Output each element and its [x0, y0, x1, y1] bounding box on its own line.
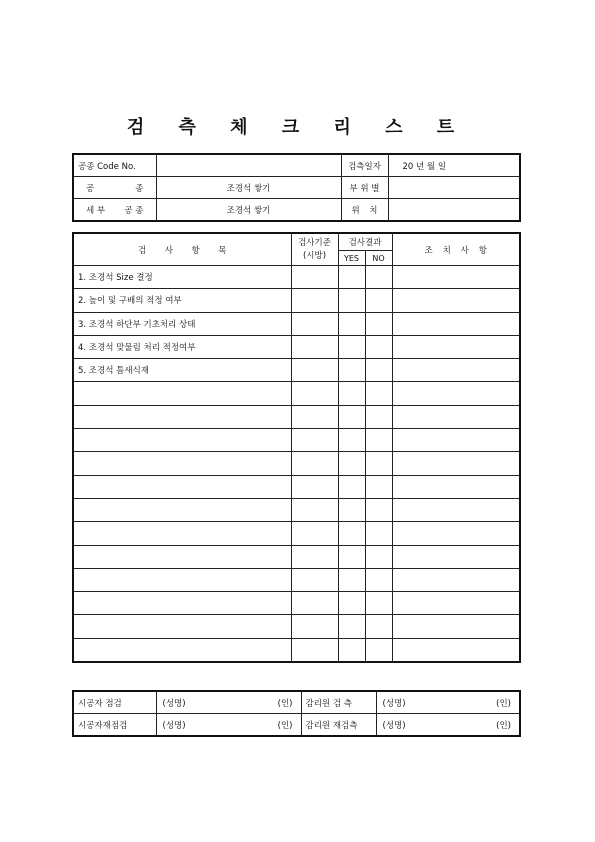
standard-cell[interactable] — [291, 615, 338, 638]
standard-cell[interactable] — [291, 335, 338, 358]
checklist-row — [73, 429, 520, 452]
checklist-row — [73, 405, 520, 428]
checklist-item — [73, 568, 291, 591]
part-value[interactable] — [388, 177, 520, 199]
checklist-row — [73, 498, 520, 521]
info-row-code — [73, 154, 520, 177]
yes-cell[interactable] — [338, 335, 365, 358]
code-label: 공종 Code No. — [73, 154, 156, 177]
standard-cell[interactable] — [291, 359, 338, 382]
checklist-item — [73, 545, 291, 568]
checklist-row — [73, 592, 520, 615]
no-cell[interactable] — [365, 522, 392, 545]
action-cell[interactable] — [392, 312, 520, 335]
yes-cell[interactable] — [338, 429, 365, 452]
contractor-material-check-signature[interactable]: (성명) (인) — [156, 714, 301, 737]
supervisor-inspect-label: 감리원 검 측 — [301, 691, 376, 714]
action-cell[interactable] — [392, 382, 520, 405]
action-cell[interactable] — [392, 568, 520, 591]
standard-cell[interactable] — [291, 638, 338, 662]
header-standard: 검사기준 (시방) — [291, 233, 338, 266]
info-row-detail-type — [73, 199, 520, 222]
part-label: 부 위 별 — [341, 177, 388, 199]
signature-row — [73, 691, 520, 714]
no-cell[interactable] — [365, 638, 392, 662]
yes-cell[interactable] — [338, 638, 365, 662]
code-value[interactable] — [156, 154, 341, 177]
location-value[interactable] — [388, 199, 520, 222]
checklist-item — [73, 592, 291, 615]
checklist-item: 2. 높이 및 구배의 적정 여부 — [73, 289, 291, 312]
yes-cell[interactable] — [338, 568, 365, 591]
checklist-item — [73, 522, 291, 545]
yes-cell[interactable] — [338, 498, 365, 521]
standard-cell[interactable] — [291, 266, 338, 289]
header-no: NO — [365, 251, 392, 266]
checklist-row — [73, 522, 520, 545]
no-cell[interactable] — [365, 405, 392, 428]
action-cell[interactable] — [392, 405, 520, 428]
checklist-item — [73, 452, 291, 475]
no-cell[interactable] — [365, 382, 392, 405]
no-cell[interactable] — [365, 498, 392, 521]
no-cell[interactable] — [365, 429, 392, 452]
no-cell[interactable] — [365, 266, 392, 289]
checklist-item — [73, 615, 291, 638]
action-cell[interactable] — [392, 592, 520, 615]
yes-cell[interactable] — [338, 312, 365, 335]
action-cell[interactable] — [392, 638, 520, 662]
detail-type-label: 세 부 공 종 — [73, 199, 156, 222]
action-cell[interactable] — [392, 498, 520, 521]
work-type-value[interactable]: 조경석 쌓기 — [156, 177, 341, 199]
supervisor-reinspect-signature[interactable]: (성명) (인) — [376, 714, 520, 737]
standard-cell[interactable] — [291, 312, 338, 335]
info-row-work-type — [73, 177, 520, 199]
no-cell[interactable] — [365, 568, 392, 591]
checklist-header-row — [73, 233, 520, 251]
yes-cell[interactable] — [338, 522, 365, 545]
checklist-row — [73, 638, 520, 662]
checklist-row — [73, 266, 520, 289]
yes-cell[interactable] — [338, 452, 365, 475]
yes-cell[interactable] — [338, 382, 365, 405]
standard-cell[interactable] — [291, 452, 338, 475]
checklist-table — [72, 232, 521, 663]
checklist-item — [73, 429, 291, 452]
contractor-check-signature[interactable]: (성명) (인) — [156, 691, 301, 714]
no-cell[interactable] — [365, 289, 392, 312]
standard-cell[interactable] — [291, 498, 338, 521]
checklist-item — [73, 498, 291, 521]
action-cell[interactable] — [392, 359, 520, 382]
checklist-item: 4. 조경석 맞물림 처리 적정여부 — [73, 335, 291, 358]
header-item: 검 사 항 목 — [73, 233, 291, 266]
standard-cell[interactable] — [291, 522, 338, 545]
checklist-item — [73, 638, 291, 662]
location-label: 위 치 — [341, 199, 388, 222]
checklist-item: 1. 조경석 Size 결정 — [73, 266, 291, 289]
info-table — [72, 153, 521, 222]
standard-cell[interactable] — [291, 405, 338, 428]
work-type-label: 공 종 — [73, 177, 156, 199]
checklist-row — [73, 312, 520, 335]
standard-cell[interactable] — [291, 475, 338, 498]
supervisor-reinspect-label: 감리원 재검측 — [301, 714, 376, 737]
action-cell[interactable] — [392, 545, 520, 568]
action-cell[interactable] — [392, 289, 520, 312]
header-yes: YES — [338, 251, 365, 266]
contractor-material-check-label: 시공자재점검 — [73, 714, 156, 737]
page-title: 검 측 체 크 리 스 트 — [126, 117, 469, 138]
standard-cell[interactable] — [291, 289, 338, 312]
checklist-item: 5. 조경석 틈새식재 — [73, 359, 291, 382]
yes-cell[interactable] — [338, 405, 365, 428]
yes-cell[interactable] — [338, 545, 365, 568]
detail-type-value[interactable]: 조경석 쌓기 — [156, 199, 341, 222]
checklist-row — [73, 568, 520, 591]
no-cell[interactable] — [365, 335, 392, 358]
action-cell[interactable] — [392, 429, 520, 452]
no-cell[interactable] — [365, 475, 392, 498]
standard-cell[interactable] — [291, 429, 338, 452]
checklist-row — [73, 545, 520, 568]
no-cell[interactable] — [365, 312, 392, 335]
action-cell[interactable] — [392, 522, 520, 545]
checklist-item — [73, 405, 291, 428]
checklist-row — [73, 452, 520, 475]
checklist-row — [73, 382, 520, 405]
standard-cell[interactable] — [291, 382, 338, 405]
action-cell[interactable] — [392, 266, 520, 289]
checklist-row — [73, 359, 520, 382]
no-cell[interactable] — [365, 615, 392, 638]
action-cell[interactable] — [392, 475, 520, 498]
no-cell[interactable] — [365, 592, 392, 615]
action-cell[interactable] — [392, 335, 520, 358]
inspect-date-value[interactable]: 20 년 월 일 — [388, 154, 520, 177]
checklist-item: 3. 조경석 하단부 기초처리 상태 — [73, 312, 291, 335]
inspect-date-label: 검측일자 — [341, 154, 388, 177]
yes-cell[interactable] — [338, 266, 365, 289]
standard-cell[interactable] — [291, 568, 338, 591]
supervisor-inspect-signature[interactable]: (성명) (인) — [376, 691, 520, 714]
no-cell[interactable] — [365, 452, 392, 475]
yes-cell[interactable] — [338, 359, 365, 382]
action-cell[interactable] — [392, 615, 520, 638]
no-cell[interactable] — [365, 545, 392, 568]
standard-cell[interactable] — [291, 545, 338, 568]
standard-cell[interactable] — [291, 592, 338, 615]
checklist-item — [73, 382, 291, 405]
checklist-row — [73, 335, 520, 358]
signature-table — [72, 690, 521, 737]
checklist-row — [73, 289, 520, 312]
yes-cell[interactable] — [338, 475, 365, 498]
yes-cell[interactable] — [338, 615, 365, 638]
yes-cell[interactable] — [338, 592, 365, 615]
action-cell[interactable] — [392, 452, 520, 475]
checklist-row — [73, 475, 520, 498]
header-action: 조 치 사 항 — [392, 233, 520, 266]
header-result: 검사결과 — [338, 233, 392, 251]
checklist-item — [73, 475, 291, 498]
no-cell[interactable] — [365, 359, 392, 382]
yes-cell[interactable] — [338, 289, 365, 312]
contractor-check-label: 시공자 점검 — [73, 691, 156, 714]
checklist-row — [73, 615, 520, 638]
signature-row — [73, 714, 520, 737]
